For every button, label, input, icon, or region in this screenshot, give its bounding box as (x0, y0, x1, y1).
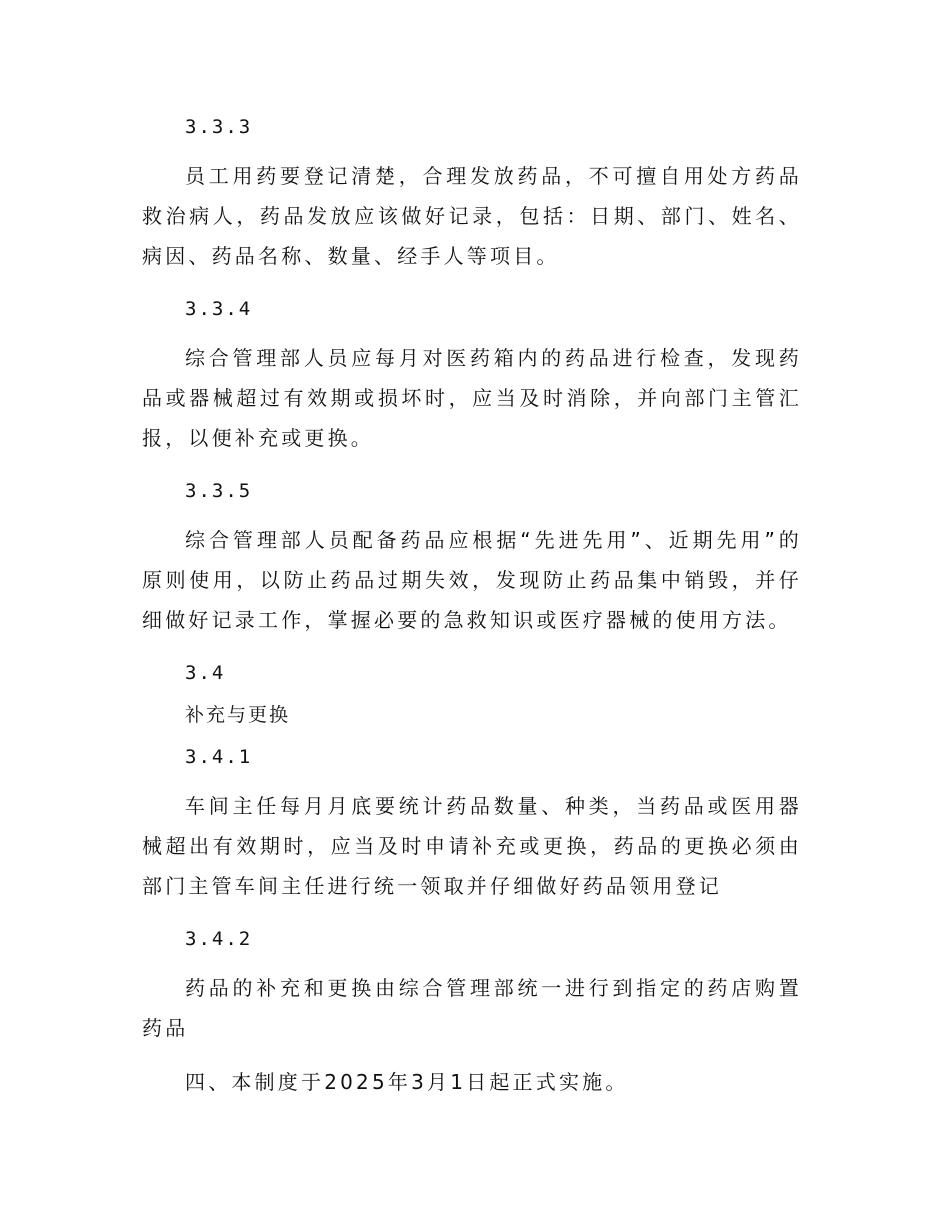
paragraph-stock-principles: 综合管理部人员配备药品应根据“先进先用”、近期先用”的原则使用，以防止药品过期失效，发现防止药品集中销毁，并仔细做好记录工作，掌握必要的急救知识或医疗器械的使用方法。 (142, 528, 802, 632)
section-number-3-4-1: 3.4.1 (185, 746, 253, 768)
paragraph-monthly-inspection: 综合管理部人员应每月对医药箱内的药品进行检查，发现药品或器械超过有效期或损坏时，应当及时消除，并向部门主管汇报，以便补充或更换。 (142, 346, 802, 450)
paragraph-effective-date: 四、本制度于2025年3月1日起正式实施。 (185, 1070, 629, 1094)
section-number-3-4: 3.4 (185, 662, 226, 684)
document-body (142, 112, 802, 1102)
section-number-3-3-3: 3.3.3 (185, 116, 253, 138)
paragraph-workshop-statistics: 车间主任每月月底要统计药品数量、种类，当药品或医用器械超出有效期时，应当及时申请补充或更换，药品的更换必须由部门主管车间主任进行统一领取并仔细做好药品领用登记 (142, 794, 802, 898)
section-number-3-3-4: 3.3.4 (185, 298, 253, 320)
paragraph-employee-medication: 员工用药要登记清楚，合理发放药品，不可擅自用处方药品救治病人，药品发放应该做好记录，包括：日期、部门、姓名、病因、药品名称、数量、经手人等项目。 (142, 164, 802, 268)
section-number-3-3-5: 3.3.5 (185, 480, 253, 502)
section-title-replenish: 补充与更换 (185, 704, 291, 726)
paragraph-purchase-medicine: 药品的补充和更换由综合管理部统一进行到指定的药店购置药品 (142, 976, 802, 1040)
section-number-3-4-2: 3.4.2 (185, 928, 253, 950)
